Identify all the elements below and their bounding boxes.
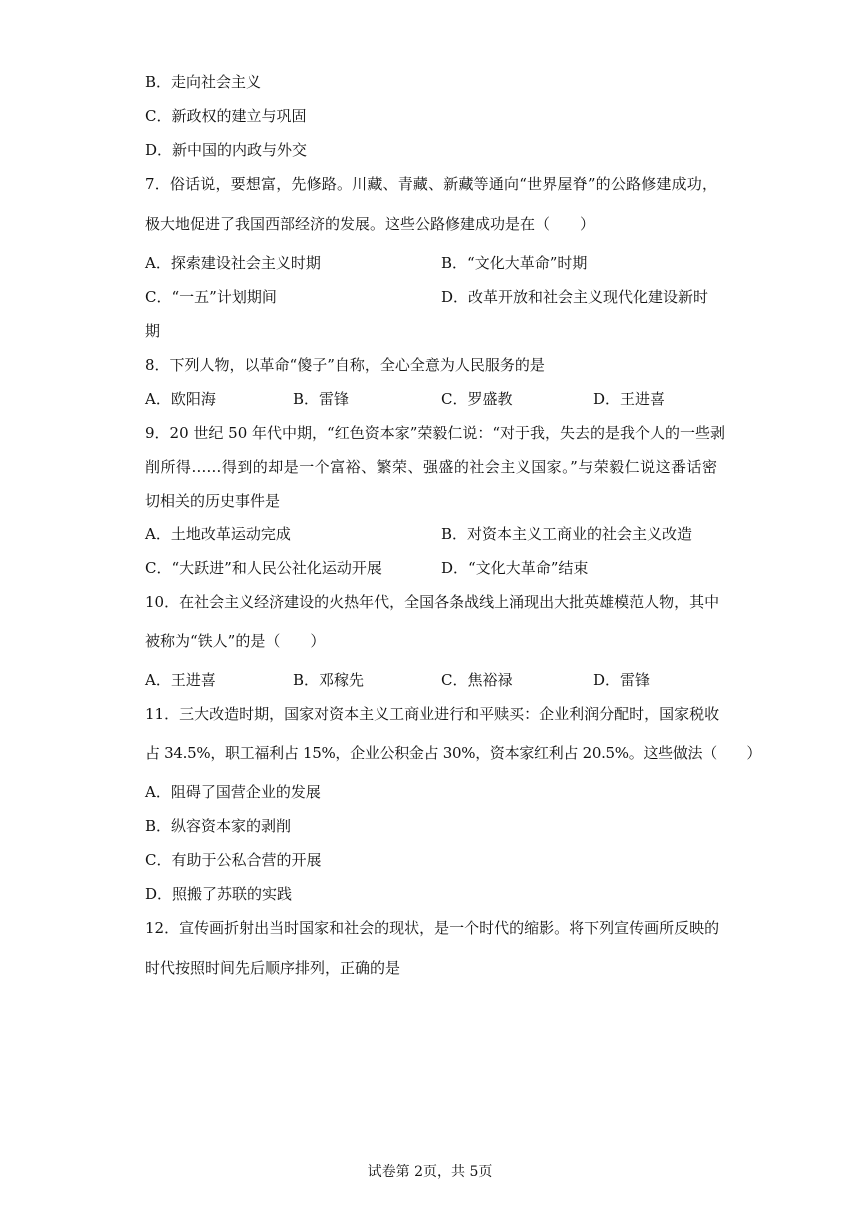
- q6-option-d: D．新中国的内政与外交: [145, 141, 308, 159]
- q8-option-b: B．雷锋: [293, 390, 350, 408]
- q10-option-a: A．王进喜: [145, 671, 216, 689]
- q6-option-b: B．走向社会主义: [145, 73, 262, 91]
- q10-option-b: B．邓稼先: [293, 671, 365, 689]
- q11-stem-line2: 占 34.5%，职工福利占 15%，企业公积金占 30%，资本家红利占 20.5%。这些做法（ ）: [145, 744, 762, 762]
- q7-stem-line1: 7．俗话说，要想富，先修路。川藏、青藏、新藏等通向“世界屋脊”的公路修建成功，: [145, 175, 717, 193]
- q9-option-d: D．“文化大革命”结束: [441, 559, 589, 577]
- q11-stem-line1: 11．三大改造时期，国家对资本主义工商业进行和平赎买：企业利润分配时，国家税收: [145, 705, 720, 723]
- q9-option-b: B．对资本主义工商业的社会主义改造: [441, 525, 693, 543]
- q7-option-d-continued: 期: [145, 322, 161, 340]
- q11-option-d: D．照搬了苏联的实践: [145, 885, 293, 903]
- q8-option-a: A．欧阳海: [145, 390, 216, 408]
- q8-stem: 8．下列人物，以革命“傻子”自称，全心全意为人民服务的是: [145, 356, 545, 374]
- q8-option-d: D．王进喜: [593, 390, 666, 408]
- q10-stem-line1: 10．在社会主义经济建设的火热年代，全国各条战线上涌现出大批英雄模范人物，其中: [145, 593, 720, 611]
- q9-option-c: C．“大跃进”和人民公社化运动开展: [145, 559, 382, 577]
- q7-option-a: A．探索建设社会主义时期: [145, 254, 321, 272]
- q7-option-b: B．“文化大革命”时期: [441, 254, 588, 272]
- q11-option-b: B．纵容资本家的剥削: [145, 817, 292, 835]
- q7-stem-line2: 极大地促进了我国西部经济的发展。这些公路修建成功是在（ ）: [145, 215, 596, 233]
- page-footer: 试卷第 2页，共 5页: [367, 1164, 493, 1180]
- q8-option-c: C．罗盛教: [441, 390, 513, 408]
- q10-option-c: C．焦裕禄: [441, 671, 513, 689]
- q7-option-d: D．改革开放和社会主义现代化建设新时: [441, 288, 709, 306]
- q10-stem-line2: 被称为“铁人”的是（ ）: [145, 632, 326, 650]
- q7-option-c: C．“一五”计划期间: [145, 288, 277, 306]
- q9-option-a: A．土地改革运动完成: [145, 525, 291, 543]
- q9-stem-line3: 切相关的历史事件是: [145, 492, 281, 510]
- q10-option-d: D．雷锋: [593, 671, 651, 689]
- q6-option-c: C．新政权的建立与巩固: [145, 107, 307, 125]
- q11-option-c: C．有助于公私合营的开展: [145, 851, 322, 869]
- q12-stem-line2: 时代按照时间先后顺序排列，正确的是: [145, 959, 401, 977]
- q9-stem-line2: 削所得……得到的却是一个富裕、繁荣、强盛的社会主义国家。”与荣毅仁说这番话密: [145, 458, 717, 476]
- q12-stem-line1: 12．宣传画折射出当时国家和社会的现状，是一个时代的缩影。将下列宣传画所反映的: [145, 919, 720, 937]
- q9-stem-line1: 9．20 世纪 50 年代中期，“红色资本家”荣毅仁说：“对于我，失去的是我个人的一些剥: [145, 424, 726, 442]
- q11-option-a: A．阻碍了国营企业的发展: [145, 783, 321, 801]
